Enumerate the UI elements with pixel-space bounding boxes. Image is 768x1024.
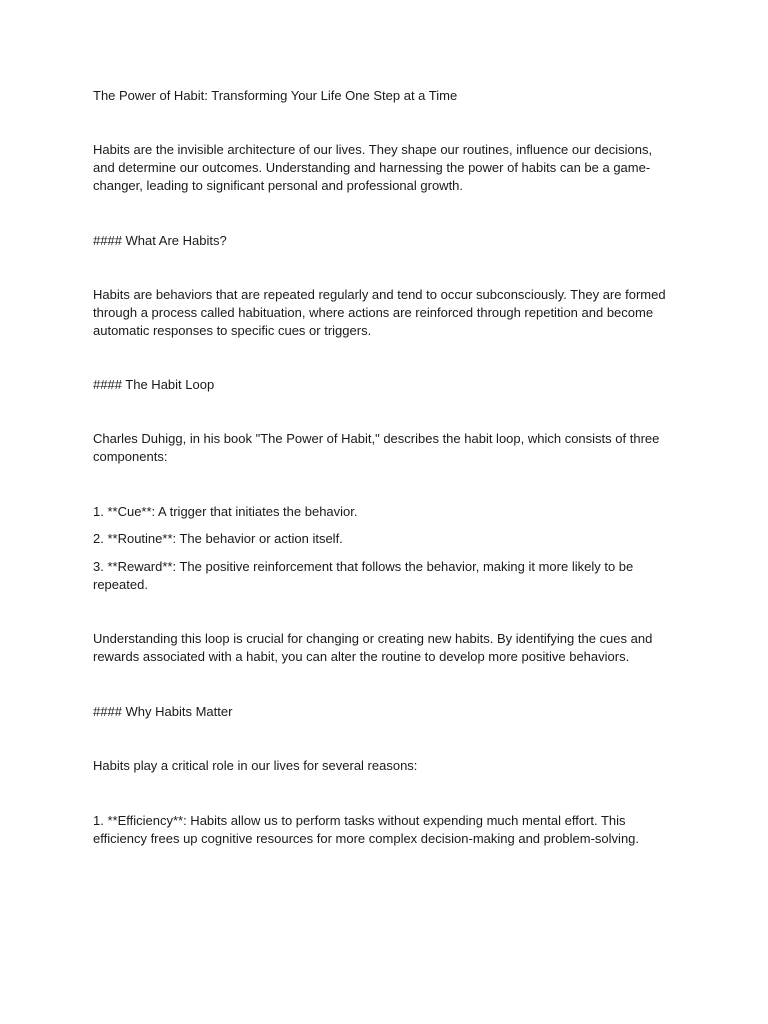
document-title: The Power of Habit: Transforming Your Life One Step at a Time [93,88,458,103]
list-item-efficiency: 1. **Efficiency**: Habits allow us to perform tasks without expending much mental effort. This efficiency frees up cognitive resources for more complex decision-making and problem-solving. [93,813,640,846]
list-item-routine: 2. **Routine**: The behavior or action itself. [93,531,343,546]
habit-loop-intro-paragraph: Charles Duhigg, in his book "The Power of Habit," describes the habit loop, which consists of three components: [93,431,660,464]
section-heading-why-habits-matter: #### Why Habits Matter [93,704,233,719]
list-item-reward: 3. **Reward**: The positive reinforcement that follows the behavior, making it more likely to be repeated. [93,559,634,592]
list-item-cue: 1. **Cue**: A trigger that initiates the behavior. [93,504,358,519]
section-heading-what-are-habits: #### What Are Habits? [93,233,227,248]
section-heading-habit-loop: #### The Habit Loop [93,377,215,392]
what-are-habits-paragraph: Habits are behaviors that are repeated regularly and tend to occur subconsciously. They are formed through a process called habituation, where actions are reinforced through repetition and become automatic responses to specific cues or triggers. [93,287,666,338]
intro-paragraph: Habits are the invisible architecture of our lives. They shape our routines, influence our decisions, and determine our outcomes. Understanding and harnessing the power of habits can be a game-changer, leading to significant personal and professional growth. [93,142,653,193]
why-habits-matter-intro: Habits play a critical role in our lives for several reasons: [93,758,418,773]
habit-loop-outro-paragraph: Understanding this loop is crucial for changing or creating new habits. By identifying the cues and rewards associated with a habit, you can alter the routine to develop more positive behaviors. [93,631,653,664]
